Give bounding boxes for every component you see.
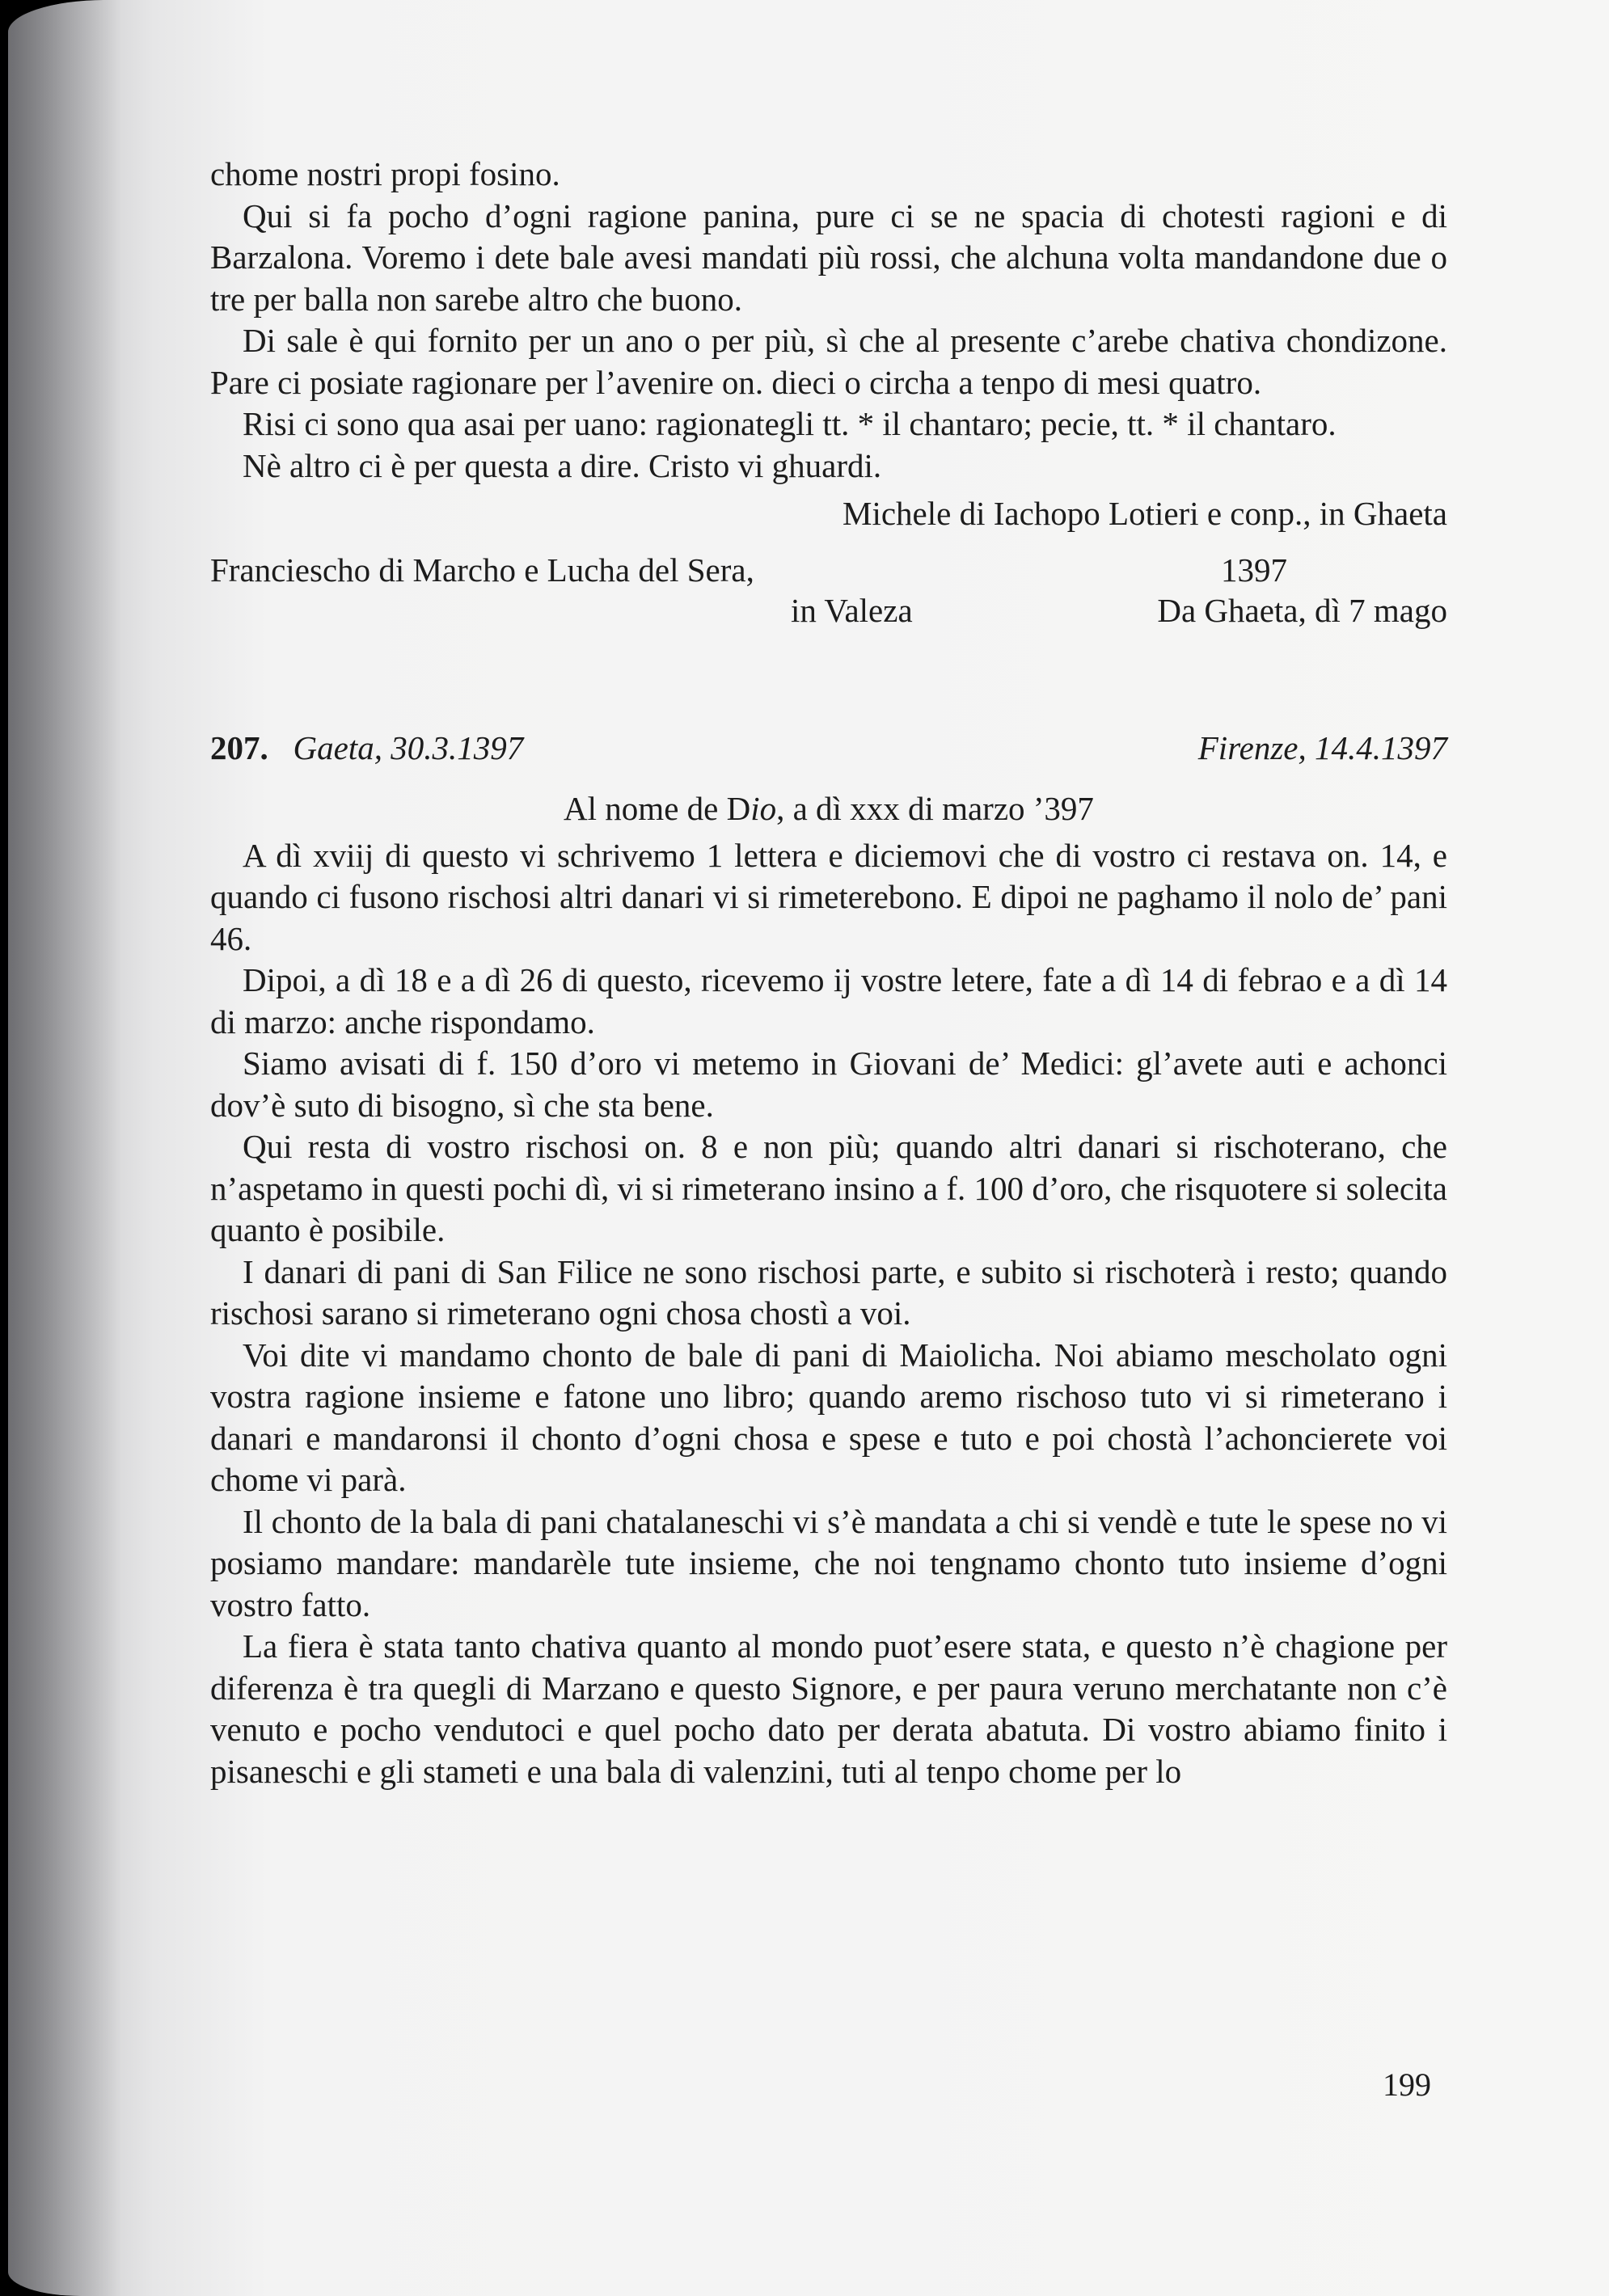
addressee-place: in Valeza [791,591,913,629]
gutter-shadow [8,0,121,2296]
paragraph: chome nostri propi fosino. [210,155,560,192]
paragraph: I danari di pani di San Filice ne sono rischosi parte, e subito si rischoterà i resto; quando rischosi sarano si rimeterano ogni chosa chostì a voi. [210,1252,1447,1332]
paragraph: Voi dite vi mandamo chonto de bale di pani di Maiolicha. Noi abiamo mescholato ogni vostra ragione insieme e fatone uno libro; quando aremo rischoso tuto vi si rimeterano i danari e mandaronsi il chonto d’ogni chosa e spese e tuto e poi chostà l’achoncierete voi chome vi parà. [210,1336,1447,1498]
paragraph: Qui si fa pocho d’ogni ragione panina, pure ci se ne spacia di chotesti ragioni e di Barzalona. Voremo i dete bale avesi mandati più rossi, che alchuna volta mandandone due o tre per balla non sarebe altro che buono. [210,196,1447,318]
date-line: Da Ghaeta, dì 7 mago [1157,591,1447,629]
page-number: 199 [1383,2066,1431,2103]
book-page [8,0,1609,2296]
paragraph: Siamo avisati di f. 150 d’oro vi metemo in Giovani de’ Medici: gl’avete auti e achonci dov’è suto di bisogno, sì che sta bene. [210,1045,1447,1124]
addressee: Franciescho di Marcho e Lucha del Sera, [210,551,754,589]
invocation-part: , a dì xxx di marzo ’397 [776,790,1094,827]
paragraph: A dì xviij di questo vi schrivemo 1 lettera e diciemovi che di vostro ci restava on. 14, e quando ci fusono rischosi altri danari vi si rimeterebono. E dipoi ne paghamo il nolo de’ pani 46. [210,836,1447,957]
letter-origin: Gaeta, 30.3.1397 [293,728,524,766]
invocation-italic: io [750,790,777,827]
paragraph: Nè altro ci è per questa a dire. Cristo vi ghuardi. [243,446,882,484]
paragraph: Il chonto de la bala di pani chatalaneschi vi s’è mandata a chi si vendè e tute le spese no vi posiamo mandare: mandarèle tute insieme, che noi tengnamo chonto tuto insieme d’ogni vostro fatto. [210,1502,1447,1623]
letter-heading [210,728,1447,770]
invocation [210,788,1447,830]
paragraph: La fiera è stata tanto chativa quanto al mondo puot’esere stata, e questo n’è chagione per diferenza è tra quegli di Marzano e questo Signore, e per paura veruno merchatante non c’è venuto e pocho vendutoci e quel pocho dato per derata abatuta. Di vostro abiamo finito i pisaneschi e gli stameti e una bala di valenzini, tuti al tenpo chome per lo [210,1627,1447,1790]
letter-destination: Firenze, 14.4.1397 [1197,728,1447,766]
letter-number: 207. [210,728,268,766]
invocation-part: Al nome de D [564,790,751,827]
year: 1397 [1221,551,1287,589]
paragraph: Risi ci sono qua asai per uano: ragionategli tt. * il chantaro; pecie, tt. * il chantaro. [243,405,1337,442]
signature: Michele di Iachopo Lotieri e conp., in Ghaeta [843,495,1447,532]
paragraph: Di sale è qui fornito per un ano o per più, sì che al presente c’arebe chativa chondizone. Pare ci posiate ragionare per l’avenire on. dieci o circha a tenpo di mesi quatro. [210,322,1447,401]
letter-heading-left [210,728,523,770]
paragraph: Dipoi, a dì 18 e a dì 26 di questo, ricevemo ij vostre letere, fate a dì 14 di febrao e a dì 14 di marzo: anche rispondamo. [210,961,1447,1040]
paragraph: Qui resta di vostro rischosi on. 8 e non più; quando altri danari si rischoterano, che n’aspetamo in questi pochi dì, vi si rimeterano insino a f. 100 d’oro, che risquotere si solecita quanto è posibile. [210,1128,1447,1248]
page-body [210,154,1447,1792]
address-block [210,543,1447,632]
